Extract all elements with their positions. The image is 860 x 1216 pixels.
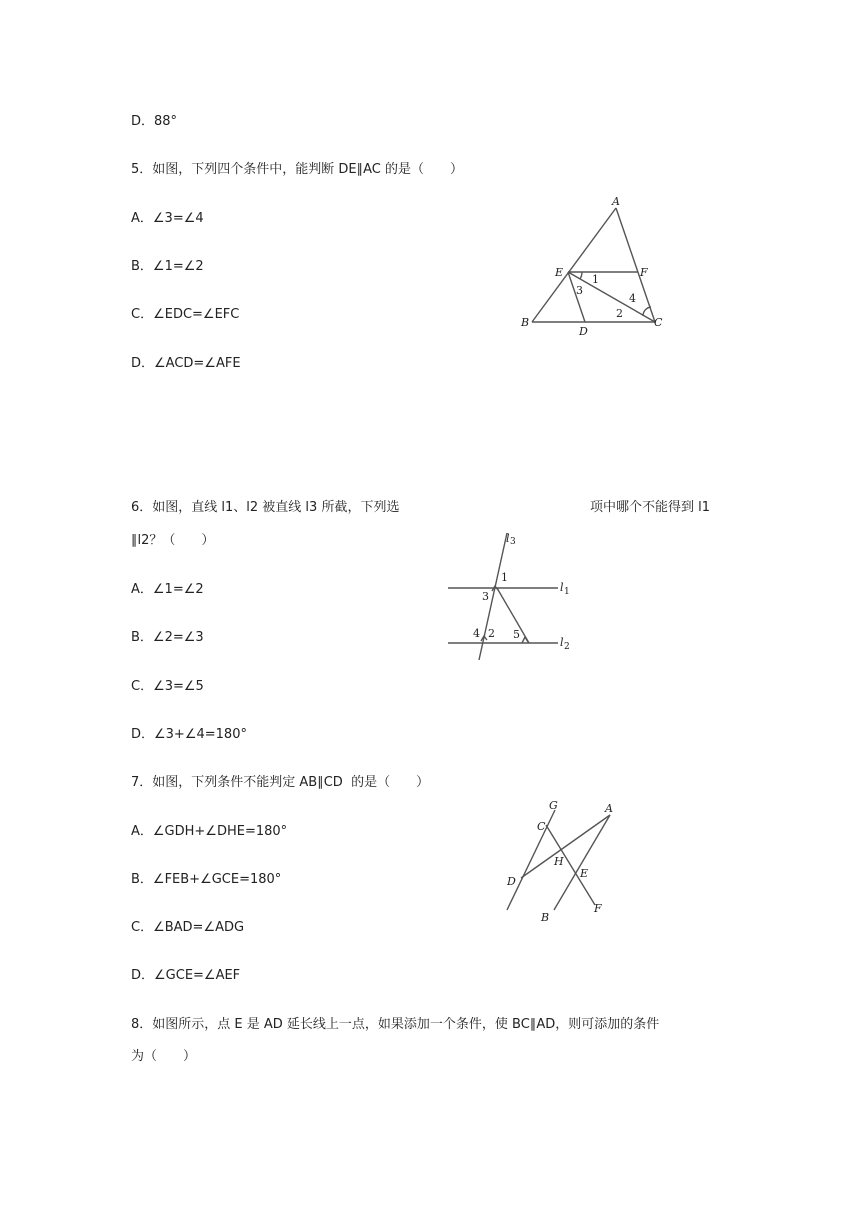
q6-stem-part1: 6．如图，直线 l1、l2 被直线 l3 所截，下列选 [131, 500, 400, 515]
label-l3: l [506, 532, 510, 545]
label-l3-sub: 3 [510, 537, 516, 547]
q5-stem: 5．如图，下列四个条件中，能判断 DE∥AC 的是（ ） [131, 162, 464, 177]
label-1: 1 [501, 571, 508, 584]
line-ec [568, 272, 655, 322]
q5-option-a: A．∠3=∠4 [131, 211, 204, 226]
q8-stem-line2: 为（ ） [131, 1049, 197, 1064]
label-l1: l [560, 581, 564, 594]
q6-option-c: C．∠3=∠5 [131, 679, 204, 694]
label-l2-sub: 2 [564, 642, 570, 652]
label-3: 3 [482, 590, 489, 603]
label-5: 5 [513, 628, 520, 641]
q6-option-b: B．∠2=∠3 [131, 630, 204, 645]
label-2: 2 [488, 627, 495, 640]
label-e: E [555, 266, 564, 279]
q6-stem-part2: 项中哪个不能得到 l1 [590, 500, 711, 515]
prev-option-d: D．88° [131, 114, 178, 129]
line-ab [532, 208, 616, 322]
label-h: H [554, 855, 564, 868]
label-c: C [537, 820, 546, 833]
q6-stem-line2: ∥l2？（ ） [131, 533, 215, 548]
label-a: A [612, 195, 620, 208]
label-4: 4 [473, 627, 480, 640]
label-4: 4 [629, 292, 636, 305]
label-l1-sub: 1 [564, 587, 570, 597]
angle-mark-5 [522, 637, 528, 643]
line-ad [521, 815, 610, 878]
label-d: D [579, 325, 588, 338]
label-l2: l [560, 636, 564, 649]
q7-option-c: C．∠BAD=∠ADG [131, 920, 245, 935]
angle-arc-1 [580, 272, 582, 279]
q7-option-b: B．∠FEB+∠GCE=180° [131, 872, 282, 887]
label-f: F [594, 902, 602, 915]
label-b: B [541, 911, 550, 924]
label-b: B [521, 316, 530, 329]
label-d: D [507, 875, 516, 888]
label-a: A [605, 802, 613, 815]
label-g: G [549, 799, 558, 812]
q5-figure [512, 190, 682, 340]
q7-stem: 7．如图，下列条件不能判定 AB∥CD 的是（ ） [131, 775, 430, 790]
label-1: 1 [592, 273, 599, 286]
q7-figure [500, 795, 630, 930]
label-c: C [654, 316, 663, 329]
line-gd [507, 810, 555, 910]
q5-option-d: D．∠ACD=∠AFE [131, 356, 241, 371]
q7-option-d: D．∠GCE=∠AEF [131, 968, 241, 983]
q6-figure [440, 528, 580, 663]
q7-option-a: A．∠GDH+∠DHE=180° [131, 824, 288, 839]
label-f: F [640, 266, 648, 279]
label-e: E [580, 867, 589, 880]
q5-option-c: C．∠EDC=∠EFC [131, 307, 240, 322]
label-2: 2 [616, 307, 623, 320]
q8-stem-line1: 8．如图所示，点 E 是 AD 延长线上一点，如果添加一个条件，使 BC∥AD，则可添加的条件 [131, 1017, 660, 1032]
label-3: 3 [576, 284, 583, 297]
q6-option-a: A．∠1=∠2 [131, 582, 204, 597]
q5-option-b: B．∠1=∠2 [131, 259, 204, 274]
q6-option-d: D．∠3+∠4=180° [131, 727, 247, 742]
